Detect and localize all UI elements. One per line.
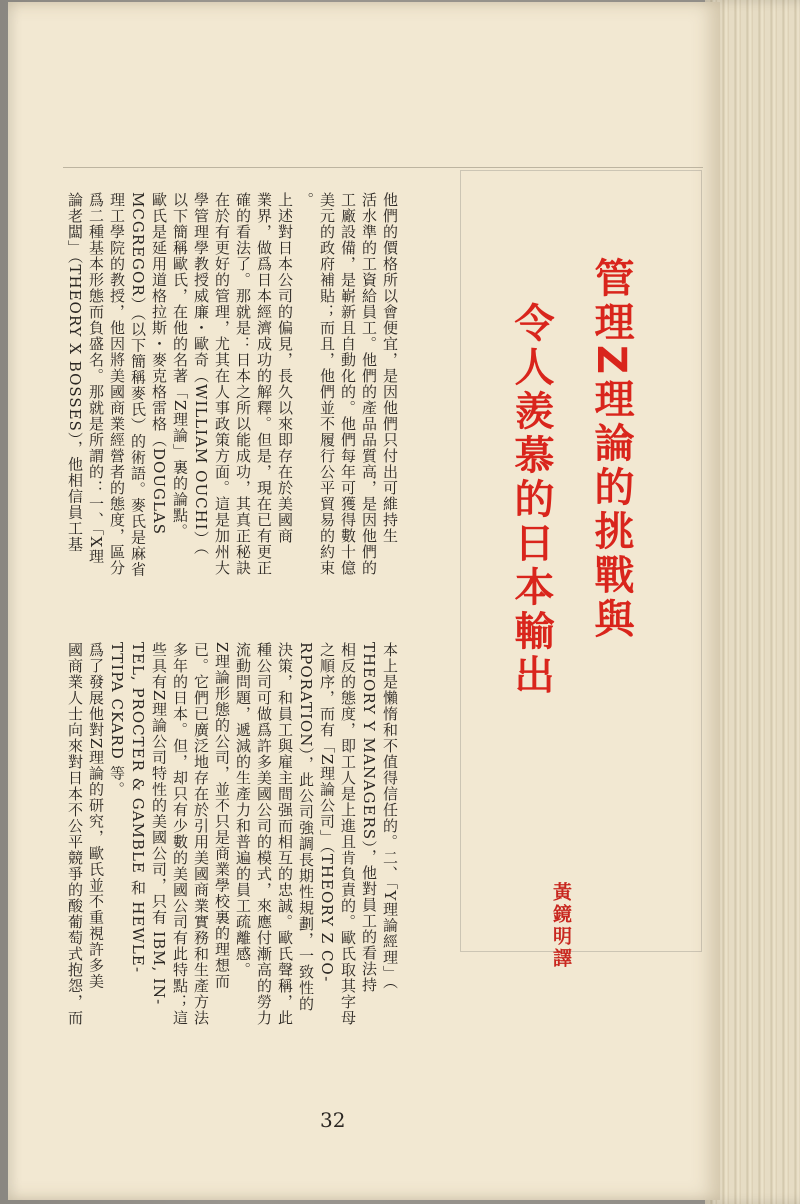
text-column: 論老闆」（THEORY X BOSSES），他相信員工基 [66,192,84,553]
book-page [8,2,720,1200]
text-column: 歐氏是延用道格拉斯・麥克格雷格（DOUGLAS [150,192,168,536]
text-column: 已。它們已廣泛地存在於引用美國商業實務和生產方法 [192,642,210,1026]
text-column: 確的看法了。那就是：日本之所以能成功，其真正秘訣 [234,192,252,576]
text-column: 上述對日本公司的偏見，長久以來即存在於美國商 [276,192,294,544]
text-column: 爲二種基本形態而負盛名。那就是所謂的：一、「X理 [87,192,105,565]
text-column: 本上是懶惰和不值得信任的。二、「Y理論經理」（ [381,642,399,990]
text-column: RPORATION），此公司強調長期性規劃，一致性的 [297,642,315,1012]
text-column: 業界，做爲日本經濟成功的解釋。但是，現在已有更正 [255,192,273,576]
text-column: Z理論形態的公司，並不只是商業學校裏的理想而 [213,642,231,990]
text-column: 理工學院的教授，他因將美國商業經營者的態度，區分 [108,192,126,576]
text-column: TTIPA CKARD 等。 [108,642,126,798]
text-column: 。 [297,192,315,208]
text-column: 多年的日本。但，却只有少數的美國公司有此特點；這 [171,642,189,1026]
header-rule [63,167,703,168]
text-column: 流動問題，遞減的生產力和普遍的員工疏離感。 [234,642,252,978]
text-column: 相反的態度，即工人是上進且肯負責的。歐氏取其字母 [339,642,357,1026]
translator-credit: 黃鏡明譯 [550,882,572,970]
text-column: 以下簡稱歐氏，在他的名著「Z理論」裏的論點。 [171,192,189,540]
text-column: THEORY Y MANAGERS），他對員工的看法持 [360,642,378,993]
article-title-line2: 令人羨慕的日本輸出 [508,302,554,698]
text-column: 國商業人士向來對日本不公平競爭的酸葡萄式抱怨，而 [66,642,84,1026]
text-column: 之順序，而有「Z理論公司」（THEORY Z CO- [318,642,336,983]
text-column: 爲了發展他對Z理論的研究，歐氏並不重視許多美 [87,642,105,990]
article-title-line1: 管理Z理論的挑戰與 [588,257,634,643]
text-column: 些具有Z理論公司特性的美國公司，只有 IBM, IN- [150,642,168,1006]
text-column: 決策，和員工與雇主間强而相互的忠誠。歐氏聲稱，此 [276,642,294,1026]
text-column: 種公司可做爲許多美國公司的模式，來應付漸高的勞力 [255,642,273,1026]
text-column: MCGREGOR）（以下簡稱麥氏）的術語。麥氏是麻省 [129,192,147,578]
text-column: 工廠設備，是嶄新且自動化的。他們每年可獲得數十億 [339,192,357,576]
page-number: 32 [320,1108,346,1132]
text-column: TEL, PROCTER & GAMBLE 和 HEWLE- [129,642,147,974]
show-through-form [460,170,702,952]
text-column: 在於有更好的管理，尤其在人事政策方面。這是加州大 [213,192,231,576]
text-column: 他們的價格所以會便宜，是因他們只付出可維持生 [381,192,399,544]
text-column: 美元的政府補貼；而且，他們並不履行公平貿易的約束 [318,192,336,576]
text-column: 學管理學教授威廉・歐奇（WILLIAM OUCHI）（ [192,192,210,556]
text-column: 活水準的工資給員工。他們的產品品質高，是因他們的 [360,192,378,576]
